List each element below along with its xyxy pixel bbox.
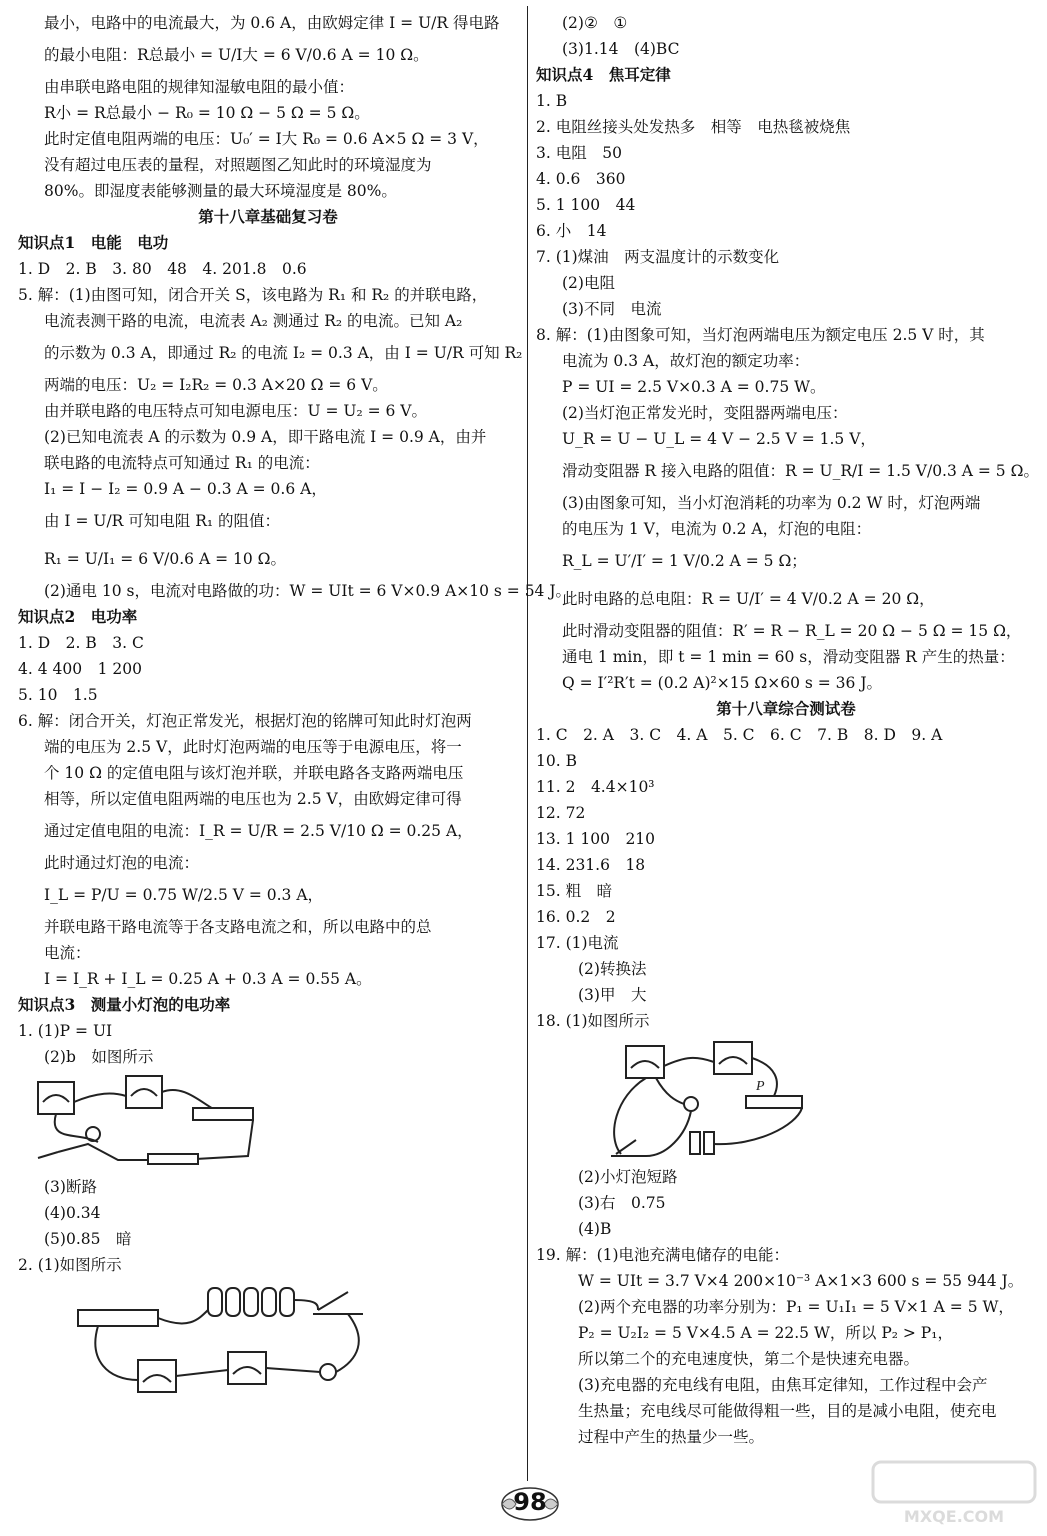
text-line: 此时定值电阻两端的电压：U₀′ = I大 R₀ = 0.6 A×5 Ω = 3 V，: [44, 130, 489, 148]
solution-line: 的电压为 1 V，电流为 0.2 A，灯泡的电阻：: [562, 520, 872, 538]
answer-line: 4. 0.6 360: [536, 170, 626, 188]
solution-line: (2)通电 10 s，电流对电路做的功：W = UIt = 6 V×0.9 A×10 s = 54 J。: [44, 582, 572, 600]
answer-line: 4. 4 400 1 200: [18, 660, 142, 678]
solution-line: 并联电路干路电流等于各支路电流之和，所以电路中的总: [44, 918, 432, 936]
solution-line: 的示数为 0.3 A，即通过 R₂ 的电流 I₂ = 0.3 A，由 I = U/R 可知 R₂: [44, 344, 523, 362]
answer-line: 1. (1)P = UI: [18, 1022, 113, 1040]
solution-line: 此时通过灯泡的电流：: [44, 854, 200, 872]
answer-line: (3)1.14 (4)BC: [562, 40, 680, 58]
text-line: 最小，电路中的电流最大，为 0.6 A，由欧姆定律 I = U/R 得电路: [44, 14, 500, 32]
circuit-diagram-figure: [18, 1072, 278, 1170]
answer-line: (4)0.34: [44, 1204, 101, 1222]
solution-line: 电流为 0.3 A，故灯泡的额定功率：: [562, 352, 810, 370]
circuit-diagram-figure: [596, 1036, 816, 1160]
solution-line: W = UIt = 3.7 V×4 200×10⁻³ A×1×3 600 s = 55 944 J。: [578, 1272, 1024, 1290]
answer-line: (2)转换法: [578, 960, 647, 978]
solution-line: 由 I = U/R 可知电阻 R₁ 的阻值：: [44, 512, 281, 530]
answer-line: 1. D 2. B 3. 80 48 4. 201.8 0.6: [18, 260, 307, 278]
section-title: 第十八章综合测试卷: [716, 699, 856, 718]
solution-line: 联电路的电流特点可知通过 R₁ 的电流：: [44, 454, 320, 472]
solution-line: I = I_R + I_L = 0.25 A + 0.3 A = 0.55 A。: [44, 970, 372, 988]
solution-line: 电流：: [44, 944, 91, 962]
answer-line: 5. 1 100 44: [536, 196, 636, 214]
text-line: 由串联电路电阻的规律知湿敏电阻的最小值：: [44, 78, 355, 96]
solution-line: R₁ = U/I₁ = 6 V/0.6 A = 10 Ω。: [44, 550, 287, 568]
text-line: 的最小电阻：R总最小 = U/I大 = 6 V/0.6 A = 10 Ω。: [44, 46, 429, 64]
solution-line: 个 10 Ω 的定值电阻与该灯泡并联，并联电路各支路两端电压: [44, 764, 464, 782]
answer-line: 1. C 2. A 3. C 4. A 5. C 6. C 7. B 8. D 9. A: [536, 726, 943, 744]
answer-line: (3)甲 大: [578, 986, 647, 1004]
solution-line: 通过定值电阻的电流：I_R = U/R = 2.5 V/10 Ω = 0.25 A，: [44, 822, 473, 840]
page-number: 98: [513, 1488, 547, 1516]
answer-line: (3)右 0.75: [578, 1194, 666, 1212]
answer-line: 16. 0.2 2: [536, 908, 616, 926]
solution-line: R_L = U′/I′ = 1 V/0.2 A = 5 Ω；: [562, 552, 807, 570]
solution-line: Q = I′²R′t = (0.2 A)²×15 Ω×60 s = 36 J。: [562, 674, 883, 692]
solution-line: (3)由图象可知，当小灯泡消耗的功率为 0.2 W 时，灯泡两端: [562, 494, 981, 512]
solution-line: 电流表测干路的电流，电流表 A₂ 测通过 R₂ 的电流。已知 A₂: [44, 312, 463, 330]
solution-line: 由并联电路的电压特点可知电源电压：U = U₂ = 6 V。: [44, 402, 428, 420]
solution-line: I₁ = I − I₂ = 0.9 A − 0.3 A = 0.6 A，: [44, 480, 327, 498]
solution-line: 所以第二个的充电速度快，第二个是快速充电器。: [578, 1350, 920, 1368]
answer-line: 17. (1)电流: [536, 934, 619, 952]
answer-line: 7. (1)煤油 两支温度计的示数变化: [536, 248, 780, 266]
solution-line: 此时电路的总电阻：R = U/I′ = 4 V/0.2 A = 20 Ω，: [562, 590, 935, 608]
column-divider: [527, 6, 528, 1481]
text-line: R小 = R总最小 − R₀ = 10 Ω − 5 Ω = 5 Ω。: [44, 104, 370, 122]
answer-line: (2)电阻: [562, 274, 615, 292]
variable-p-label: P: [756, 1079, 765, 1094]
answer-line: 2. (1)如图所示: [18, 1256, 122, 1274]
solution-line: (3)充电器的充电线有电阻，由焦耳定律知，工作过程中会产: [578, 1376, 988, 1394]
answer-line: (2)② ①: [562, 14, 628, 32]
solution-line: 过程中产生的热量少一些。: [578, 1428, 765, 1446]
solution-line: 两端的电压：U₂ = I₂R₂ = 0.3 A×20 Ω = 6 V。: [44, 376, 388, 394]
text-line: 没有超过电压表的量程，对照题图乙知此时的环境湿度为: [44, 156, 432, 174]
watermark-logo: [869, 1458, 1039, 1528]
answer-line: 18. (1)如图所示: [536, 1012, 650, 1030]
solution-line: 滑动变阻器 R 接入电路的阻值：R = U_R/I = 1.5 V/0.3 A = 5 Ω。: [562, 462, 1039, 480]
circuit-diagram-figure: [18, 1280, 378, 1400]
answer-line: 6. 小 14: [536, 222, 607, 240]
solution-line: 19. 解：(1)电池充满电储存的电能：: [536, 1246, 790, 1264]
solution-line: 此时滑动变阻器的阻值：R′ = R − R_L = 20 Ω − 5 Ω = 15 Ω，: [562, 622, 1022, 640]
solution-line: (2)已知电流表 A 的示数为 0.9 A，即干路电流 I = 0.9 A，由并: [44, 428, 487, 446]
answer-line: 5. 10 1.5: [18, 686, 98, 704]
answer-line: 12. 72: [536, 804, 586, 822]
answer-line: (4)B: [578, 1220, 612, 1238]
answer-line: (3)不同 电流: [562, 300, 662, 318]
answer-line: 13. 1 100 210: [536, 830, 656, 848]
solution-line: I_L = P/U = 0.75 W/2.5 V = 0.3 A，: [44, 886, 324, 904]
answer-line: 10. B: [536, 752, 577, 770]
solution-line: (2)当灯泡正常发光时，变阻器两端电压：: [562, 404, 848, 422]
knowledge-heading: 知识点3 测量小灯泡的电功率: [18, 995, 231, 1014]
answer-line: 1. D 2. B 3. C: [18, 634, 144, 652]
text-line: 80%。即湿度表能够测量的最大环境湿度是 80%。: [44, 182, 397, 200]
solution-line: P₂ = U₂I₂ = 5 V×4.5 A = 22.5 W，所以 P₂ > P₁，: [578, 1324, 953, 1342]
solution-line: 相等，所以定值电阻两端的电压也为 2.5 V，由欧姆定律可得: [44, 790, 462, 808]
solution-line: 通电 1 min，即 t = 1 min = 60 s，滑动变阻器 R 产生的热量：: [562, 648, 1015, 666]
right-column: [536, 10, 1039, 1450]
knowledge-heading: 知识点1 电能 电功: [18, 233, 169, 252]
answer-line: (2)b 如图所示: [44, 1048, 154, 1066]
watermark-text: MXQE.COM: [903, 1507, 1005, 1526]
solution-line: U_R = U − U_L = 4 V − 2.5 V = 1.5 V，: [562, 430, 876, 448]
solution-line: 生热量；充电线尽可能做得粗一些，目的是减小电阻，使充电: [578, 1402, 997, 1420]
answer-line: 2. 电阻丝接头处发热多 相等 电热毯被烧焦: [536, 118, 851, 136]
answer-line: (3)断路: [44, 1178, 97, 1196]
solution-line: 8. 解：(1)由图象可知，当灯泡两端电压为额定电压 2.5 V 时，其: [536, 326, 985, 344]
section-title: 第十八章基础复习卷: [198, 207, 338, 226]
answer-line: (5)0.85 暗: [44, 1230, 132, 1248]
answer-line: 14. 231.6 18: [536, 856, 646, 874]
answer-line: 3. 电阻 50: [536, 144, 622, 162]
solution-line: P = UI = 2.5 V×0.3 A = 0.75 W。: [562, 378, 826, 396]
solution-line: 5. 解：(1)由图可知，闭合开关 S，该电路为 R₁ 和 R₂ 的并联电路，: [18, 286, 488, 304]
page-number-badge: [500, 1484, 560, 1524]
answer-line: 1. B: [536, 92, 568, 110]
knowledge-heading: 知识点2 电功率: [18, 607, 138, 626]
solution-line: 端的电压为 2.5 V，此时灯泡两端的电压等于电源电压，将一: [44, 738, 462, 756]
answer-line: 15. 粗 暗: [536, 882, 613, 900]
knowledge-heading: 知识点4 焦耳定律: [536, 65, 671, 84]
answer-line: (2)小灯泡短路: [578, 1168, 678, 1186]
solution-line: 6. 解：闭合开关，灯泡正常发光，根据灯泡的铭牌可知此时灯泡两: [18, 712, 472, 730]
answer-line: 11. 2 4.4×10³: [536, 778, 655, 796]
solution-line: (2)两个充电器的功率分别为：P₁ = U₁I₁ = 5 V×1 A = 5 W，: [578, 1298, 1014, 1316]
